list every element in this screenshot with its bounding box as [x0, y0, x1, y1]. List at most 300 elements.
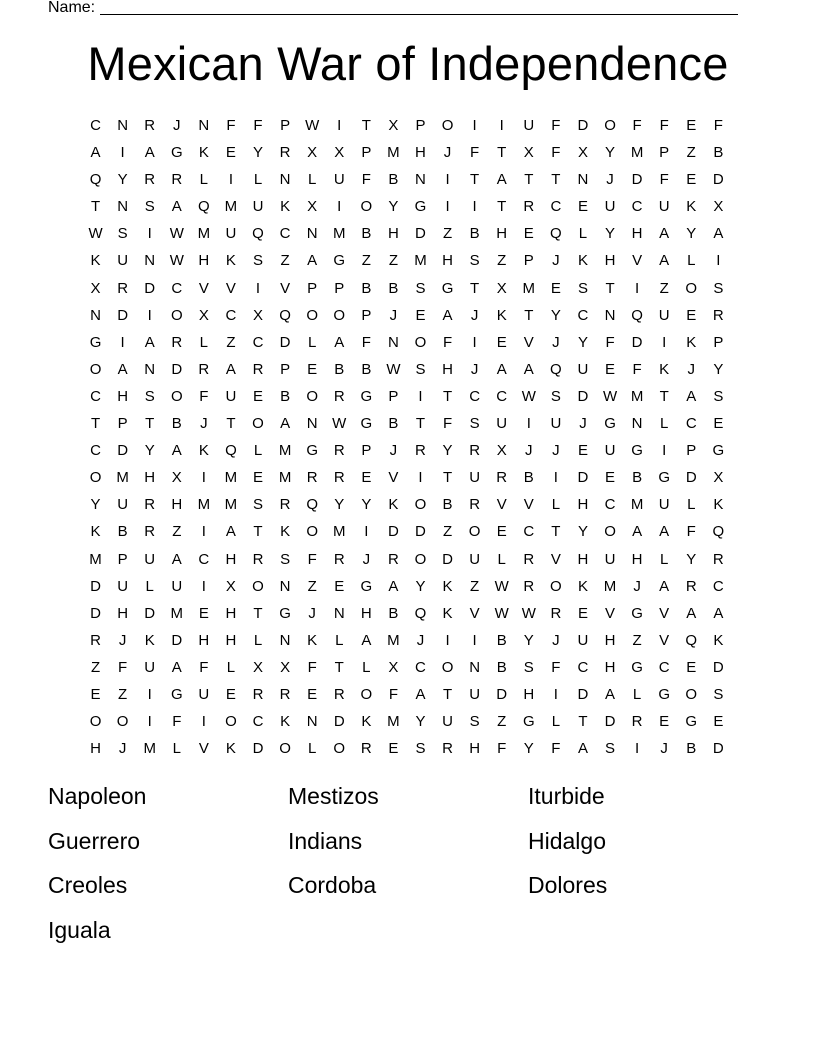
grid-letter[interactable]: O	[604, 523, 616, 541]
grid-letter[interactable]: G	[604, 415, 616, 433]
grid-letter[interactable]: H	[604, 252, 616, 270]
grid-letter[interactable]: I	[553, 685, 558, 703]
grid-letter[interactable]: D	[712, 658, 724, 676]
grid-letter[interactable]: R	[631, 713, 643, 731]
grid-letter[interactable]: O	[441, 117, 454, 134]
grid-letter[interactable]: M	[143, 740, 156, 758]
grid-letter[interactable]: Y	[90, 496, 101, 514]
grid-letter[interactable]: A	[171, 550, 182, 568]
grid-letter[interactable]: F	[659, 171, 669, 189]
grid-letter[interactable]: T	[470, 171, 480, 189]
grid-letter[interactable]: T	[524, 306, 534, 324]
grid-letter[interactable]: A	[442, 306, 453, 324]
grid-letter[interactable]: E	[686, 658, 697, 676]
grid-letter[interactable]: T	[90, 198, 101, 216]
grid-letter[interactable]: T	[605, 279, 615, 297]
grid-letter[interactable]: C	[658, 658, 670, 676]
grid-letter[interactable]: D	[577, 117, 589, 134]
grid-letter[interactable]: S	[415, 279, 426, 297]
grid-letter[interactable]: A	[280, 415, 291, 433]
grid-letter[interactable]: P	[117, 550, 128, 568]
grid-letter[interactable]: T	[497, 144, 507, 162]
grid-letter[interactable]: D	[117, 306, 129, 324]
grid-letter[interactable]: H	[604, 658, 616, 676]
grid-letter[interactable]: A	[144, 333, 155, 351]
grid-letter[interactable]: Y	[686, 225, 697, 243]
grid-letter[interactable]: C	[252, 333, 264, 351]
grid-letter[interactable]: P	[361, 306, 372, 324]
grid-letter[interactable]: I	[147, 306, 152, 324]
grid-letter[interactable]: K	[307, 631, 318, 649]
grid-letter[interactable]: Z	[307, 577, 317, 595]
grid-letter[interactable]: O	[279, 740, 291, 758]
grid-letter[interactable]: S	[469, 415, 480, 433]
grid-letter[interactable]: Z	[442, 523, 453, 541]
grid-letter[interactable]: J	[470, 306, 479, 324]
grid-letter[interactable]: W	[305, 117, 320, 134]
grid-letter[interactable]: K	[198, 144, 209, 162]
grid-letter[interactable]: A	[523, 360, 534, 378]
grid-letter[interactable]: F	[361, 171, 371, 189]
grid-letter[interactable]: O	[252, 415, 264, 433]
grid-letter[interactable]: T	[442, 387, 453, 405]
grid-letter[interactable]: U	[604, 198, 616, 216]
grid-letter[interactable]: B	[388, 279, 399, 297]
grid-letter[interactable]: K	[686, 198, 697, 216]
grid-letter[interactable]: J	[416, 631, 425, 649]
grid-letter[interactable]: M	[630, 387, 644, 405]
grid-letter[interactable]: U	[658, 198, 670, 216]
grid-letter[interactable]: B	[361, 279, 372, 297]
grid-letter[interactable]: U	[658, 306, 670, 324]
grid-letter[interactable]: H	[523, 685, 535, 703]
grid-letter[interactable]: Q	[550, 225, 562, 243]
grid-letter[interactable]: V	[280, 279, 291, 297]
grid-letter[interactable]: B	[388, 171, 399, 189]
grid-letter[interactable]: L	[335, 631, 344, 649]
grid-letter[interactable]: L	[307, 333, 317, 351]
grid-letter[interactable]: T	[551, 171, 561, 189]
grid-letter[interactable]: D	[631, 333, 643, 351]
grid-letter[interactable]: A	[713, 604, 724, 622]
grid-letter[interactable]: P	[280, 360, 291, 378]
grid-letter[interactable]: E	[90, 685, 101, 703]
grid-letter[interactable]: H	[631, 225, 643, 243]
grid-letter[interactable]: H	[198, 631, 210, 649]
grid-letter[interactable]: S	[713, 387, 724, 405]
grid-letter[interactable]: N	[117, 198, 129, 216]
grid-letter[interactable]: F	[226, 117, 236, 134]
grid-letter[interactable]: L	[687, 252, 696, 270]
grid-letter[interactable]: B	[171, 415, 182, 433]
grid-letter[interactable]: J	[552, 442, 560, 460]
grid-letter[interactable]: E	[361, 469, 372, 487]
grid-letter[interactable]: U	[496, 415, 508, 433]
grid-letter[interactable]: B	[361, 360, 372, 378]
grid-letter[interactable]: B	[686, 740, 697, 758]
grid-letter[interactable]: V	[198, 740, 209, 758]
grid-letter[interactable]: Y	[334, 496, 345, 514]
grid-letter[interactable]: I	[716, 252, 721, 270]
grid-letter[interactable]: X	[523, 144, 534, 162]
grid-letter[interactable]: O	[414, 550, 427, 568]
grid-letter[interactable]: I	[635, 740, 640, 758]
grid-letter[interactable]: J	[660, 740, 668, 758]
grid-letter[interactable]: I	[472, 117, 477, 134]
grid-letter[interactable]: A	[388, 577, 399, 595]
grid-letter[interactable]: Z	[442, 225, 453, 243]
grid-letter[interactable]: P	[307, 279, 318, 297]
grid-letter[interactable]: F	[551, 117, 561, 134]
grid-letter[interactable]: K	[144, 631, 155, 649]
grid-letter[interactable]: E	[334, 577, 345, 595]
grid-letter[interactable]: O	[170, 387, 183, 405]
grid-letter[interactable]: E	[577, 604, 588, 622]
grid-letter[interactable]: C	[90, 442, 101, 460]
grid-letter[interactable]: L	[307, 740, 317, 758]
grid-letter[interactable]: L	[687, 496, 696, 514]
grid-letter[interactable]: F	[118, 658, 128, 676]
grid-letter[interactable]: B	[713, 144, 724, 162]
grid-letter[interactable]: R	[469, 442, 481, 460]
grid-letter[interactable]: D	[415, 225, 426, 243]
grid-letter[interactable]: Q	[252, 225, 264, 243]
grid-letter[interactable]: P	[713, 333, 724, 351]
grid-letter[interactable]: E	[307, 360, 318, 378]
grid-letter[interactable]: E	[225, 685, 236, 703]
grid-letter[interactable]: M	[116, 469, 129, 487]
grid-letter[interactable]: O	[685, 685, 698, 703]
grid-letter[interactable]: I	[120, 144, 125, 162]
grid-letter[interactable]: Z	[632, 631, 642, 649]
grid-letter[interactable]: O	[360, 685, 373, 703]
grid-letter[interactable]: C	[225, 306, 237, 324]
grid-letter[interactable]: V	[659, 604, 670, 622]
grid-letter[interactable]: R	[279, 685, 291, 703]
grid-letter[interactable]: L	[551, 713, 561, 731]
grid-letter[interactable]: H	[496, 225, 508, 243]
grid-letter[interactable]: G	[658, 685, 671, 703]
grid-letter[interactable]: X	[307, 144, 318, 162]
grid-letter[interactable]: K	[198, 442, 209, 460]
grid-letter[interactable]: T	[253, 604, 263, 622]
grid-letter[interactable]: L	[660, 415, 669, 433]
grid-letter[interactable]: M	[630, 496, 644, 514]
grid-letter[interactable]: V	[659, 631, 670, 649]
grid-letter[interactable]: T	[497, 198, 507, 216]
grid-letter[interactable]: H	[117, 604, 129, 622]
grid-letter[interactable]: X	[388, 658, 399, 676]
grid-letter[interactable]: U	[252, 198, 264, 216]
grid-letter[interactable]: U	[469, 685, 481, 703]
grid-letter[interactable]: F	[442, 333, 453, 351]
grid-letter[interactable]: H	[90, 740, 101, 758]
grid-letter[interactable]: I	[418, 387, 423, 405]
grid-letter[interactable]: C	[252, 713, 264, 731]
grid-letter[interactable]: A	[496, 171, 507, 189]
grid-letter[interactable]: U	[225, 225, 237, 243]
grid-letter[interactable]: U	[144, 658, 156, 676]
grid-letter[interactable]: A	[686, 604, 697, 622]
grid-letter[interactable]: V	[523, 496, 534, 514]
grid-letter[interactable]: G	[170, 144, 183, 162]
grid-letter[interactable]: D	[90, 604, 101, 622]
grid-letter[interactable]: S	[253, 496, 264, 514]
grid-letter[interactable]: Z	[172, 523, 182, 541]
grid-letter[interactable]: I	[201, 713, 206, 731]
grid-letter[interactable]: A	[415, 685, 426, 703]
grid-letter[interactable]: N	[469, 658, 481, 676]
grid-letter[interactable]: X	[280, 658, 291, 676]
grid-letter[interactable]: A	[90, 144, 101, 162]
grid-letter[interactable]: D	[279, 333, 291, 351]
grid-letter[interactable]: O	[306, 523, 318, 541]
grid-letter[interactable]: S	[144, 198, 155, 216]
grid-letter[interactable]: O	[360, 198, 373, 216]
grid-letter[interactable]: I	[526, 415, 531, 433]
grid-letter[interactable]: G	[306, 442, 318, 460]
grid-letter[interactable]: E	[253, 387, 264, 405]
grid-letter[interactable]: U	[523, 117, 535, 134]
grid-letter[interactable]: U	[469, 550, 481, 568]
grid-letter[interactable]: D	[252, 740, 264, 758]
grid-letter[interactable]: Y	[144, 442, 155, 460]
grid-letter[interactable]: M	[278, 469, 292, 487]
grid-letter[interactable]: Y	[550, 306, 561, 324]
grid-letter[interactable]: C	[171, 279, 183, 297]
grid-letter[interactable]: I	[472, 631, 477, 649]
grid-letter[interactable]: L	[226, 658, 236, 676]
grid-letter[interactable]: D	[90, 577, 101, 595]
grid-letter[interactable]: I	[472, 198, 477, 216]
grid-letter[interactable]: D	[604, 713, 616, 731]
grid-letter[interactable]: O	[333, 740, 346, 758]
grid-letter[interactable]: D	[415, 523, 426, 541]
grid-letter[interactable]: A	[659, 225, 670, 243]
grid-letter[interactable]: Q	[550, 360, 562, 378]
grid-letter[interactable]: X	[577, 144, 588, 162]
grid-letter[interactable]: T	[253, 523, 263, 541]
grid-letter[interactable]: Z	[361, 252, 371, 270]
grid-letter[interactable]: C	[198, 550, 210, 568]
grid-letter[interactable]: W	[521, 387, 536, 405]
grid-letter[interactable]: C	[469, 387, 481, 405]
grid-letter[interactable]: M	[224, 469, 238, 487]
grid-letter[interactable]: H	[415, 144, 426, 162]
grid-letter[interactable]: I	[255, 279, 261, 297]
grid-letter[interactable]: I	[418, 469, 423, 487]
grid-letter[interactable]: U	[469, 469, 481, 487]
grid-letter[interactable]: I	[147, 225, 152, 243]
grid-letter[interactable]: C	[279, 225, 291, 243]
grid-letter[interactable]: R	[333, 685, 345, 703]
grid-letter[interactable]: U	[604, 442, 616, 460]
grid-letter[interactable]: T	[334, 658, 344, 676]
grid-letter[interactable]: C	[631, 198, 643, 216]
grid-letter[interactable]: I	[553, 469, 558, 487]
grid-letter[interactable]: H	[198, 252, 210, 270]
grid-letter[interactable]: F	[713, 117, 723, 134]
grid-letter[interactable]: G	[360, 577, 373, 595]
grid-letter[interactable]: B	[496, 658, 507, 676]
grid-letter[interactable]: U	[550, 415, 562, 433]
grid-letter[interactable]: I	[445, 631, 450, 649]
grid-letter[interactable]: G	[333, 252, 346, 270]
grid-letter[interactable]: J	[443, 144, 452, 162]
grid-letter[interactable]: A	[144, 144, 155, 162]
grid-letter[interactable]: I	[445, 171, 450, 189]
grid-letter[interactable]: D	[712, 740, 724, 758]
grid-letter[interactable]: Y	[361, 496, 372, 514]
grid-letter[interactable]: L	[497, 550, 506, 568]
grid-letter[interactable]: J	[470, 360, 479, 378]
grid-letter[interactable]: B	[388, 604, 399, 622]
grid-letter[interactable]: S	[577, 279, 588, 297]
grid-letter[interactable]: Y	[713, 360, 724, 378]
grid-letter[interactable]: F	[172, 713, 182, 731]
grid-letter[interactable]: Q	[89, 171, 102, 189]
grid-letter[interactable]: A	[171, 658, 182, 676]
grid-letter[interactable]: P	[523, 252, 534, 270]
grid-letter[interactable]: I	[662, 333, 667, 351]
grid-letter[interactable]: K	[659, 360, 670, 378]
grid-letter[interactable]: S	[280, 550, 291, 568]
grid-letter[interactable]: D	[171, 360, 183, 378]
grid-letter[interactable]: S	[605, 740, 616, 758]
grid-letter[interactable]: Y	[577, 523, 588, 541]
grid-letter[interactable]: H	[577, 550, 589, 568]
grid-letter[interactable]: H	[631, 550, 643, 568]
grid-letter[interactable]: R	[712, 550, 724, 568]
grid-letter[interactable]: C	[90, 387, 101, 405]
grid-letter[interactable]: V	[469, 604, 480, 622]
grid-letter[interactable]: Z	[497, 713, 507, 731]
grid-letter[interactable]: L	[172, 740, 181, 758]
grid-letter[interactable]: T	[659, 387, 669, 405]
grid-letter[interactable]: Y	[605, 144, 616, 162]
grid-letter[interactable]: I	[337, 198, 342, 216]
grid-letter[interactable]: G	[170, 685, 183, 703]
grid-letter[interactable]: H	[604, 631, 616, 649]
grid-letter[interactable]: P	[361, 144, 372, 162]
grid-letter[interactable]: F	[388, 685, 398, 703]
grid-letter[interactable]: Y	[442, 442, 453, 460]
grid-letter[interactable]: I	[364, 523, 369, 541]
grid-letter[interactable]: V	[550, 550, 561, 568]
grid-letter[interactable]: R	[90, 631, 101, 649]
grid-letter[interactable]: O	[414, 333, 427, 351]
grid-letter[interactable]: C	[577, 658, 589, 676]
grid-letter[interactable]: E	[605, 360, 616, 378]
grid-letter[interactable]: U	[604, 550, 616, 568]
grid-letter[interactable]: R	[198, 360, 210, 378]
grid-letter[interactable]: L	[145, 577, 154, 595]
grid-letter[interactable]: L	[551, 496, 561, 514]
grid-letter[interactable]: M	[332, 523, 346, 541]
grid-letter[interactable]: I	[337, 117, 342, 134]
grid-letter[interactable]: Y	[523, 631, 534, 649]
grid-letter[interactable]: D	[577, 685, 589, 703]
grid-letter[interactable]: H	[117, 387, 129, 405]
grid-letter[interactable]: N	[198, 117, 210, 134]
grid-letter[interactable]: D	[171, 631, 183, 649]
grid-letter[interactable]: K	[713, 496, 724, 514]
grid-letter[interactable]: S	[415, 740, 426, 758]
grid-letter[interactable]: Y	[415, 577, 426, 595]
grid-letter[interactable]: P	[361, 442, 372, 460]
grid-letter[interactable]: R	[496, 469, 508, 487]
grid-letter[interactable]: E	[686, 117, 697, 134]
grid-letter[interactable]: M	[278, 442, 292, 460]
grid-letter[interactable]: N	[144, 252, 156, 270]
grid-letter[interactable]: G	[522, 713, 535, 731]
grid-letter[interactable]: O	[89, 469, 102, 487]
grid-letter[interactable]: X	[388, 117, 399, 134]
grid-letter[interactable]: F	[551, 740, 561, 758]
grid-letter[interactable]: F	[551, 658, 561, 676]
grid-letter[interactable]: R	[333, 442, 345, 460]
grid-letter[interactable]: A	[713, 225, 724, 243]
grid-letter[interactable]: N	[415, 171, 426, 189]
grid-letter[interactable]: A	[577, 740, 588, 758]
grid-letter[interactable]: Z	[280, 252, 290, 270]
grid-letter[interactable]: U	[144, 550, 156, 568]
grid-letter[interactable]: J	[552, 333, 560, 351]
grid-letter[interactable]: Q	[685, 631, 698, 649]
grid-letter[interactable]: A	[659, 577, 670, 595]
grid-letter[interactable]: T	[90, 415, 101, 433]
grid-letter[interactable]: R	[171, 333, 183, 351]
grid-letter[interactable]: G	[631, 604, 643, 622]
grid-letter[interactable]: O	[414, 496, 427, 514]
grid-letter[interactable]: R	[144, 171, 156, 189]
grid-letter[interactable]: B	[632, 469, 643, 487]
grid-letter[interactable]: R	[279, 144, 291, 162]
grid-letter[interactable]: Q	[198, 198, 210, 216]
grid-letter[interactable]: K	[361, 713, 372, 731]
grid-letter[interactable]: P	[659, 144, 670, 162]
grid-letter[interactable]: D	[333, 713, 345, 731]
grid-letter[interactable]: N	[306, 713, 318, 731]
grid-letter[interactable]: G	[279, 604, 291, 622]
grid-letter[interactable]: O	[225, 713, 237, 731]
grid-letter[interactable]: X	[713, 469, 724, 487]
grid-letter[interactable]: C	[550, 198, 562, 216]
grid-letter[interactable]: F	[361, 333, 371, 351]
grid-letter[interactable]: N	[577, 171, 589, 189]
grid-letter[interactable]: S	[523, 658, 534, 676]
grid-letter[interactable]: R	[387, 550, 399, 568]
grid-letter[interactable]: I	[147, 685, 152, 703]
grid-letter[interactable]: X	[225, 577, 236, 595]
grid-letter[interactable]: C	[577, 306, 589, 324]
grid-letter[interactable]: H	[225, 631, 237, 649]
grid-letter[interactable]: F	[307, 550, 317, 568]
grid-letter[interactable]: T	[524, 171, 534, 189]
grid-letter[interactable]: J	[552, 631, 560, 649]
grid-letter[interactable]: G	[414, 198, 427, 216]
grid-letter[interactable]: R	[171, 171, 183, 189]
grid-letter[interactable]: C	[415, 658, 426, 676]
grid-letter[interactable]: I	[201, 469, 206, 487]
grid-letter[interactable]: Q	[631, 306, 643, 324]
grid-letter[interactable]: E	[225, 144, 236, 162]
grid-letter[interactable]: B	[361, 225, 372, 243]
grid-letter[interactable]: N	[90, 306, 101, 324]
grid-letter[interactable]: O	[306, 306, 318, 324]
grid-letter[interactable]: F	[307, 658, 317, 676]
grid-letter[interactable]: Q	[414, 604, 427, 622]
